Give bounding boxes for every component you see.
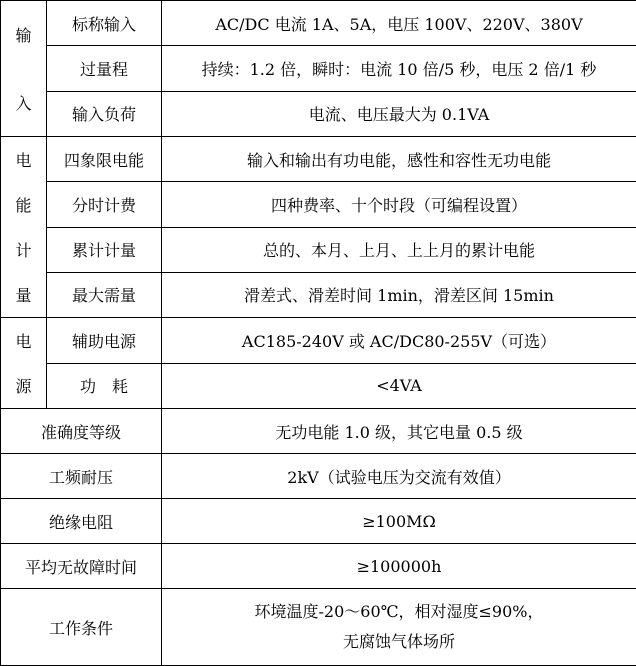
row-label-input-burden: 输入负荷 [47,91,162,136]
row-value-conditions [162,589,636,666]
row-value-rated-input: AC/DC 电流 1A、5A，电压 100V、220V、380V [162,1,636,46]
group-input [1,1,47,137]
row-label-max-demand: 最大需量 [47,272,162,317]
row-label-four-quadrant: 四象限电能 [47,137,162,182]
row-label-cumulative: 累计计量 [47,227,162,272]
row-label-insulation: 绝缘电阻 [1,499,162,544]
conditions-line-1: 环境温度-20～60℃，相对湿度≤90%， [166,597,632,627]
group-power [1,318,47,409]
row-value-insulation: ≥100MΩ [162,499,636,544]
group-energy-char-4: 量 [15,283,31,306]
row-value-cumulative: 总的、本月、上月、上上月的累计电能 [162,227,636,272]
row-value-overload: 持续：1.2 倍，瞬时：电流 10 倍/5 秒，电压 2 倍/1 秒 [162,46,636,91]
group-energy [1,137,47,318]
group-energy-char-1: 电 [15,148,31,171]
row-value-aux-power: AC185-240V 或 AC/DC80-255V（可选） [162,318,636,364]
row-value-input-burden: 电流、电压最大为 0.1VA [162,91,636,136]
group-power-char-1: 电 [15,329,31,352]
row-label-withstand: 工频耐压 [1,454,162,499]
row-label-rated-input: 标称输入 [47,1,162,46]
row-value-max-demand: 滑差式、滑差时间 1min，滑差区间 15min [162,272,636,317]
group-input-char-1: 输 [15,23,31,46]
row-value-accuracy: 无功电能 1.0 级，其它电量 0.5 级 [162,409,636,454]
row-label-conditions: 工作条件 [1,589,162,666]
group-energy-char-2: 能 [15,193,31,216]
row-label-aux-power: 辅助电源 [47,318,162,364]
conditions-line-2: 无腐蚀气体场所 [166,627,632,657]
row-value-withstand: 2kV（试验电压为交流有效值） [162,454,636,499]
group-energy-char-3: 计 [15,238,31,261]
group-power-char-2: 源 [15,374,31,397]
row-value-mtbf: ≥100000h [162,544,636,589]
row-label-consumption: 功 耗 [47,363,162,409]
row-label-tou: 分时计费 [47,182,162,227]
row-label-accuracy: 准确度等级 [1,409,162,454]
row-value-four-quadrant: 输入和输出有功电能，感性和容性无功电能 [162,137,636,182]
row-value-consumption: <4VA [162,363,636,409]
row-value-tou: 四种费率、十个时段（可编程设置） [162,182,636,227]
row-label-overload: 过量程 [47,46,162,91]
row-label-mtbf: 平均无故障时间 [1,544,162,589]
group-input-char-2: 入 [15,91,31,114]
